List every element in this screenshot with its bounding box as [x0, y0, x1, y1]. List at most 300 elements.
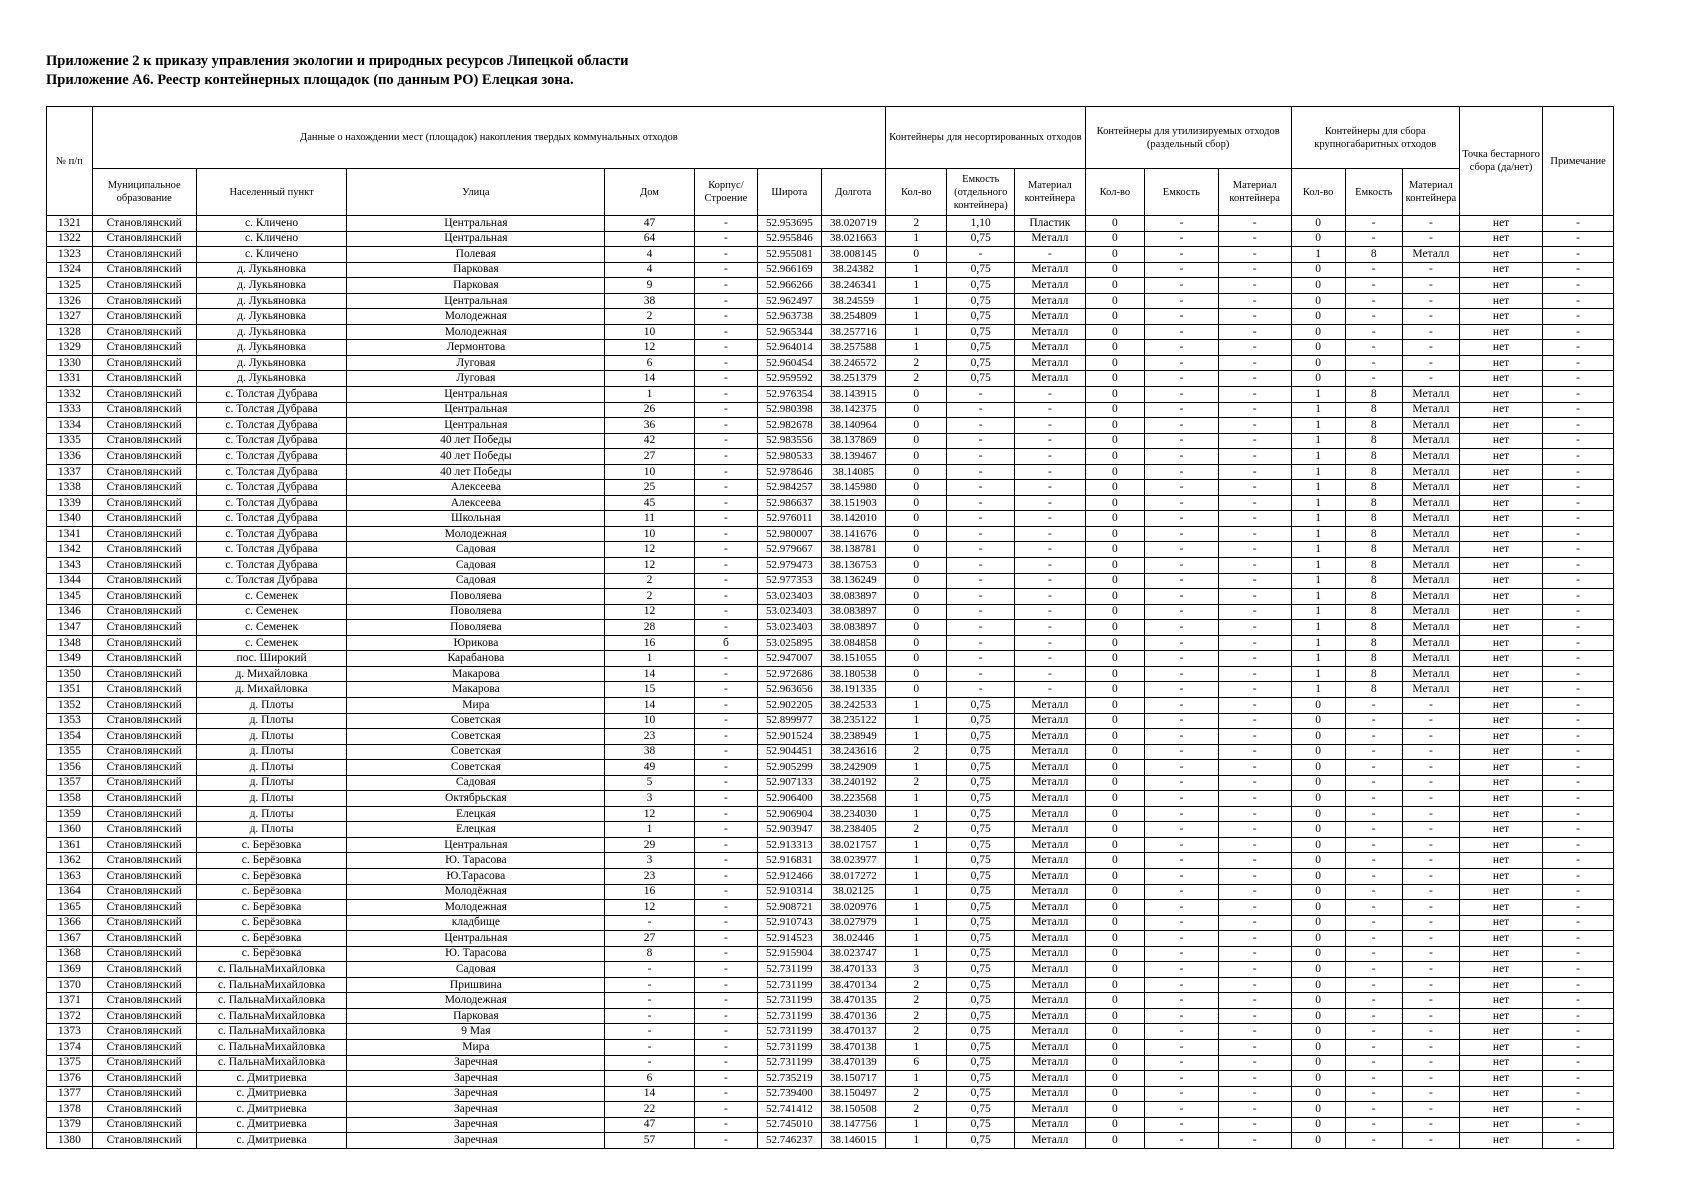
- cell-num: 1335: [47, 433, 93, 449]
- cell-lat: 52.955846: [758, 231, 821, 247]
- cell-municipality: Становлянский: [92, 729, 196, 745]
- cell-recyclable-count: 0: [1085, 837, 1144, 853]
- cell-bulky-count: 0: [1291, 262, 1345, 278]
- cell-municipality: Становлянский: [92, 589, 196, 605]
- cell-unsorted-material: Металл: [1015, 1086, 1086, 1102]
- cell-unsorted-material: -: [1015, 589, 1086, 605]
- cell-bulky-count: 1: [1291, 620, 1345, 636]
- cell-bulky-capacity: 8: [1345, 433, 1402, 449]
- cell-unsorted-material: Металл: [1015, 977, 1086, 993]
- cell-bulky-count: 0: [1291, 324, 1345, 340]
- cell-bulky-capacity: 8: [1345, 558, 1402, 574]
- cell-recyclable-capacity: -: [1144, 744, 1218, 760]
- cell-note: -: [1543, 247, 1614, 263]
- cell-street: Елецкая: [347, 822, 605, 838]
- cell-note: -: [1543, 666, 1614, 682]
- cell-building: -: [694, 511, 757, 527]
- cell-house: 15: [605, 682, 694, 698]
- cell-unsorted-material: -: [1015, 464, 1086, 480]
- cell-free-point: нет: [1459, 775, 1542, 791]
- cell-recyclable-material: -: [1218, 697, 1291, 713]
- cell-lon: 38.240192: [821, 775, 886, 791]
- cell-street: 40 лет Победы: [347, 464, 605, 480]
- cell-recyclable-count: 0: [1085, 962, 1144, 978]
- cell-num: 1372: [47, 1008, 93, 1024]
- cell-municipality: Становлянский: [92, 915, 196, 931]
- cell-recyclable-capacity: -: [1144, 620, 1218, 636]
- cell-note: -: [1543, 620, 1614, 636]
- cell-bulky-material: -: [1402, 1086, 1459, 1102]
- cell-bulky-capacity: -: [1345, 371, 1402, 387]
- cell-bulky-count: 0: [1291, 355, 1345, 371]
- cell-unsorted-count: 1: [886, 278, 947, 294]
- cell-street: Молодежная: [347, 324, 605, 340]
- cell-bulky-count: 0: [1291, 231, 1345, 247]
- cell-building: -: [694, 418, 757, 434]
- cell-recyclable-material: -: [1218, 511, 1291, 527]
- cell-recyclable-material: -: [1218, 1102, 1291, 1118]
- cell-settlement: с. Толстая Дубрава: [196, 526, 347, 542]
- cell-recyclable-material: -: [1218, 247, 1291, 263]
- cell-unsorted-count: 1: [886, 309, 947, 325]
- cell-bulky-capacity: -: [1345, 340, 1402, 356]
- cell-recyclable-material: -: [1218, 1133, 1291, 1149]
- cell-building: -: [694, 247, 757, 263]
- cell-free-point: нет: [1459, 1086, 1542, 1102]
- cell-bulky-count: 1: [1291, 682, 1345, 698]
- cell-unsorted-count: 2: [886, 1102, 947, 1118]
- cell-unsorted-material: Металл: [1015, 324, 1086, 340]
- cell-unsorted-capacity: 0,75: [947, 946, 1015, 962]
- header-recyclable-material: Материал контейнера: [1218, 169, 1291, 216]
- cell-free-point: нет: [1459, 682, 1542, 698]
- cell-lat: 52.901524: [758, 729, 821, 745]
- cell-num: 1365: [47, 900, 93, 916]
- cell-lat: 52.741412: [758, 1102, 821, 1118]
- cell-unsorted-material: Металл: [1015, 946, 1086, 962]
- cell-num: 1353: [47, 713, 93, 729]
- cell-municipality: Становлянский: [92, 293, 196, 309]
- cell-unsorted-capacity: 0,75: [947, 775, 1015, 791]
- table-row: [47, 853, 1614, 869]
- cell-bulky-capacity: -: [1345, 1117, 1402, 1133]
- cell-unsorted-count: 2: [886, 355, 947, 371]
- cell-recyclable-count: 0: [1085, 1055, 1144, 1071]
- table-row: [47, 837, 1614, 853]
- cell-free-point: нет: [1459, 697, 1542, 713]
- cell-note: -: [1543, 946, 1614, 962]
- cell-recyclable-count: 0: [1085, 791, 1144, 807]
- cell-recyclable-count: 0: [1085, 216, 1144, 232]
- cell-municipality: Становлянский: [92, 884, 196, 900]
- cell-street: Садовая: [347, 573, 605, 589]
- cell-recyclable-material: -: [1218, 946, 1291, 962]
- cell-house: 2: [605, 589, 694, 605]
- cell-recyclable-count: 0: [1085, 1117, 1144, 1133]
- cell-house: 64: [605, 231, 694, 247]
- cell-unsorted-capacity: 0,75: [947, 915, 1015, 931]
- cell-house: 2: [605, 573, 694, 589]
- cell-num: 1325: [47, 278, 93, 294]
- cell-num: 1352: [47, 697, 93, 713]
- cell-unsorted-material: Металл: [1015, 1133, 1086, 1149]
- table-row: [47, 915, 1614, 931]
- cell-settlement: д. Лукьяновка: [196, 324, 347, 340]
- cell-bulky-count: 0: [1291, 293, 1345, 309]
- cell-unsorted-material: Металл: [1015, 1039, 1086, 1055]
- cell-bulky-capacity: 8: [1345, 464, 1402, 480]
- cell-num: 1341: [47, 526, 93, 542]
- cell-municipality: Становлянский: [92, 791, 196, 807]
- cell-settlement: д. Лукьяновка: [196, 355, 347, 371]
- cell-bulky-capacity: -: [1345, 962, 1402, 978]
- cell-bulky-capacity: 8: [1345, 635, 1402, 651]
- cell-building: -: [694, 977, 757, 993]
- cell-house: 12: [605, 542, 694, 558]
- cell-bulky-material: Металл: [1402, 620, 1459, 636]
- cell-bulky-count: 0: [1291, 1086, 1345, 1102]
- cell-recyclable-capacity: -: [1144, 1133, 1218, 1149]
- cell-bulky-count: 1: [1291, 542, 1345, 558]
- cell-lon: 38.238405: [821, 822, 886, 838]
- cell-building: -: [694, 1008, 757, 1024]
- cell-municipality: Становлянский: [92, 713, 196, 729]
- cell-bulky-material: -: [1402, 900, 1459, 916]
- cell-unsorted-capacity: -: [947, 402, 1015, 418]
- cell-unsorted-capacity: -: [947, 449, 1015, 465]
- cell-unsorted-material: -: [1015, 433, 1086, 449]
- cell-settlement: д. Плоты: [196, 806, 347, 822]
- cell-unsorted-count: 2: [886, 371, 947, 387]
- cell-building: -: [694, 666, 757, 682]
- cell-municipality: Становлянский: [92, 480, 196, 496]
- cell-lat: 52.963738: [758, 309, 821, 325]
- cell-recyclable-capacity: -: [1144, 946, 1218, 962]
- cell-recyclable-capacity: -: [1144, 977, 1218, 993]
- cell-lat: 52.966169: [758, 262, 821, 278]
- cell-settlement: д. Плоты: [196, 760, 347, 776]
- cell-unsorted-capacity: 0,75: [947, 1117, 1015, 1133]
- cell-settlement: д. Плоты: [196, 791, 347, 807]
- cell-house: 12: [605, 900, 694, 916]
- cell-building: -: [694, 931, 757, 947]
- cell-municipality: Становлянский: [92, 1071, 196, 1087]
- cell-note: -: [1543, 1117, 1614, 1133]
- table-row: [47, 247, 1614, 263]
- cell-recyclable-capacity: -: [1144, 853, 1218, 869]
- cell-bulky-material: -: [1402, 262, 1459, 278]
- cell-num: 1351: [47, 682, 93, 698]
- cell-unsorted-count: 0: [886, 589, 947, 605]
- cell-street: Полевая: [347, 247, 605, 263]
- cell-free-point: нет: [1459, 340, 1542, 356]
- cell-building: -: [694, 682, 757, 698]
- cell-recyclable-material: -: [1218, 915, 1291, 931]
- cell-recyclable-capacity: -: [1144, 1071, 1218, 1087]
- cell-unsorted-capacity: 0,75: [947, 340, 1015, 356]
- header-house: Дом: [605, 169, 694, 216]
- cell-lon: 38.235122: [821, 713, 886, 729]
- cell-unsorted-material: Металл: [1015, 1024, 1086, 1040]
- table-row: [47, 464, 1614, 480]
- cell-note: -: [1543, 1102, 1614, 1118]
- cell-free-point: нет: [1459, 433, 1542, 449]
- cell-unsorted-capacity: 0,75: [947, 324, 1015, 340]
- cell-unsorted-capacity: 0,75: [947, 868, 1015, 884]
- cell-municipality: Становлянский: [92, 262, 196, 278]
- cell-bulky-capacity: 8: [1345, 480, 1402, 496]
- cell-unsorted-material: -: [1015, 526, 1086, 542]
- cell-settlement: с. Дмитриевка: [196, 1117, 347, 1133]
- cell-free-point: нет: [1459, 355, 1542, 371]
- cell-note: -: [1543, 635, 1614, 651]
- cell-bulky-capacity: -: [1345, 993, 1402, 1009]
- cell-note: -: [1543, 1086, 1614, 1102]
- cell-bulky-material: -: [1402, 837, 1459, 853]
- cell-settlement: с. Кличено: [196, 216, 347, 232]
- table-row: [47, 309, 1614, 325]
- cell-lon: 38.24559: [821, 293, 886, 309]
- table-row: [47, 402, 1614, 418]
- cell-note: -: [1543, 884, 1614, 900]
- cell-recyclable-material: -: [1218, 324, 1291, 340]
- cell-bulky-material: Металл: [1402, 604, 1459, 620]
- cell-recyclable-count: 0: [1085, 744, 1144, 760]
- cell-lon: 38.023977: [821, 853, 886, 869]
- cell-house: -: [605, 962, 694, 978]
- cell-municipality: Становлянский: [92, 355, 196, 371]
- cell-unsorted-material: Металл: [1015, 293, 1086, 309]
- cell-bulky-material: Металл: [1402, 573, 1459, 589]
- cell-lat: 52.984257: [758, 480, 821, 496]
- cell-bulky-count: 0: [1291, 760, 1345, 776]
- cell-free-point: нет: [1459, 946, 1542, 962]
- cell-settlement: д. Михайловка: [196, 682, 347, 698]
- cell-municipality: Становлянский: [92, 231, 196, 247]
- cell-unsorted-capacity: 0,75: [947, 231, 1015, 247]
- cell-building: -: [694, 760, 757, 776]
- cell-unsorted-count: 1: [886, 791, 947, 807]
- cell-recyclable-count: 0: [1085, 464, 1144, 480]
- cell-bulky-count: 1: [1291, 480, 1345, 496]
- header-lon: Долгота: [821, 169, 886, 216]
- cell-municipality: Становлянский: [92, 1102, 196, 1118]
- cell-recyclable-material: -: [1218, 495, 1291, 511]
- cell-unsorted-count: 0: [886, 604, 947, 620]
- cell-house: 23: [605, 868, 694, 884]
- cell-bulky-material: -: [1402, 853, 1459, 869]
- cell-municipality: Становлянский: [92, 666, 196, 682]
- cell-building: -: [694, 697, 757, 713]
- cell-unsorted-capacity: -: [947, 620, 1015, 636]
- cell-recyclable-material: -: [1218, 868, 1291, 884]
- cell-building: -: [694, 340, 757, 356]
- cell-recyclable-capacity: -: [1144, 604, 1218, 620]
- header-location-group: Данные о нахождении мест (площадок) накопления твердых коммунальных отходов: [92, 107, 885, 169]
- cell-recyclable-capacity: -: [1144, 697, 1218, 713]
- cell-bulky-count: 1: [1291, 604, 1345, 620]
- cell-house: -: [605, 993, 694, 1009]
- cell-recyclable-count: 0: [1085, 900, 1144, 916]
- cell-street: Пришвина: [347, 977, 605, 993]
- cell-note: -: [1543, 1024, 1614, 1040]
- cell-unsorted-capacity: 0,75: [947, 729, 1015, 745]
- table-row: [47, 511, 1614, 527]
- cell-municipality: Становлянский: [92, 1133, 196, 1149]
- cell-note: -: [1543, 1039, 1614, 1055]
- cell-lon: 38.257716: [821, 324, 886, 340]
- cell-municipality: Становлянский: [92, 900, 196, 916]
- cell-recyclable-count: 0: [1085, 293, 1144, 309]
- cell-settlement: с. Семенек: [196, 620, 347, 636]
- header-bulky-group: Контейнеры для сбора крупногабаритных отходов: [1291, 107, 1459, 169]
- cell-lon: 38.139467: [821, 449, 886, 465]
- cell-house: 8: [605, 946, 694, 962]
- cell-recyclable-capacity: -: [1144, 1039, 1218, 1055]
- cell-recyclable-count: 0: [1085, 433, 1144, 449]
- cell-street: Молодежная: [347, 309, 605, 325]
- cell-recyclable-material: -: [1218, 900, 1291, 916]
- cell-recyclable-count: 0: [1085, 480, 1144, 496]
- cell-free-point: нет: [1459, 884, 1542, 900]
- table-body: [47, 216, 1614, 1149]
- cell-recyclable-capacity: -: [1144, 433, 1218, 449]
- cell-settlement: д. Плоты: [196, 775, 347, 791]
- cell-unsorted-capacity: -: [947, 589, 1015, 605]
- cell-bulky-count: 1: [1291, 589, 1345, 605]
- cell-free-point: нет: [1459, 449, 1542, 465]
- cell-recyclable-count: 0: [1085, 760, 1144, 776]
- cell-free-point: нет: [1459, 495, 1542, 511]
- cell-bulky-material: -: [1402, 1039, 1459, 1055]
- cell-settlement: с. Толстая Дубрава: [196, 449, 347, 465]
- cell-lon: 38.243616: [821, 744, 886, 760]
- cell-recyclable-material: -: [1218, 620, 1291, 636]
- cell-note: -: [1543, 900, 1614, 916]
- cell-bulky-material: -: [1402, 977, 1459, 993]
- cell-recyclable-capacity: -: [1144, 278, 1218, 294]
- cell-lat: 52.731199: [758, 977, 821, 993]
- cell-street: Школьная: [347, 511, 605, 527]
- cell-bulky-count: 0: [1291, 697, 1345, 713]
- cell-unsorted-material: Металл: [1015, 837, 1086, 853]
- cell-street: Заречная: [347, 1055, 605, 1071]
- cell-municipality: Становлянский: [92, 931, 196, 947]
- cell-street: Молодежная: [347, 526, 605, 542]
- cell-unsorted-material: Металл: [1015, 231, 1086, 247]
- cell-unsorted-material: Металл: [1015, 1071, 1086, 1087]
- cell-recyclable-capacity: -: [1144, 962, 1218, 978]
- cell-building: -: [694, 324, 757, 340]
- table-row: [47, 324, 1614, 340]
- cell-note: -: [1543, 293, 1614, 309]
- cell-building: -: [694, 1055, 757, 1071]
- cell-unsorted-capacity: 0,75: [947, 262, 1015, 278]
- cell-recyclable-material: -: [1218, 837, 1291, 853]
- cell-bulky-material: -: [1402, 791, 1459, 807]
- cell-street: Парковая: [347, 1008, 605, 1024]
- cell-lat: 52.964014: [758, 340, 821, 356]
- cell-num: 1327: [47, 309, 93, 325]
- cell-bulky-material: -: [1402, 1071, 1459, 1087]
- cell-unsorted-count: 1: [886, 324, 947, 340]
- cell-unsorted-count: 0: [886, 495, 947, 511]
- cell-municipality: Становлянский: [92, 977, 196, 993]
- cell-bulky-material: -: [1402, 713, 1459, 729]
- table-row: [47, 449, 1614, 465]
- cell-num: 1340: [47, 511, 93, 527]
- cell-lat: 52.972686: [758, 666, 821, 682]
- cell-free-point: нет: [1459, 324, 1542, 340]
- cell-note: -: [1543, 744, 1614, 760]
- cell-lat: 52.983556: [758, 433, 821, 449]
- cell-recyclable-material: -: [1218, 635, 1291, 651]
- cell-lon: 38.254809: [821, 309, 886, 325]
- cell-num: 1322: [47, 231, 93, 247]
- cell-recyclable-material: -: [1218, 993, 1291, 1009]
- cell-bulky-capacity: -: [1345, 713, 1402, 729]
- cell-unsorted-capacity: 0,75: [947, 1086, 1015, 1102]
- cell-building: -: [694, 993, 757, 1009]
- cell-recyclable-capacity: -: [1144, 760, 1218, 776]
- cell-bulky-capacity: -: [1345, 884, 1402, 900]
- cell-lon: 38.246341: [821, 278, 886, 294]
- table-row: [47, 278, 1614, 294]
- cell-street: Макарова: [347, 682, 605, 698]
- cell-lon: 38.027979: [821, 915, 886, 931]
- cell-street: Советская: [347, 729, 605, 745]
- table-row: [47, 433, 1614, 449]
- cell-unsorted-material: Металл: [1015, 355, 1086, 371]
- cell-num: 1363: [47, 868, 93, 884]
- cell-lon: 38.223568: [821, 791, 886, 807]
- cell-unsorted-material: Металл: [1015, 900, 1086, 916]
- cell-unsorted-material: Металл: [1015, 1102, 1086, 1118]
- cell-house: -: [605, 915, 694, 931]
- cell-house: 3: [605, 791, 694, 807]
- cell-building: -: [694, 775, 757, 791]
- cell-bulky-capacity: 8: [1345, 682, 1402, 698]
- cell-street: Луговая: [347, 355, 605, 371]
- cell-lon: 38.083897: [821, 589, 886, 605]
- cell-lat: 52.731199: [758, 1024, 821, 1040]
- cell-recyclable-count: 0: [1085, 1024, 1144, 1040]
- cell-house: 14: [605, 697, 694, 713]
- cell-unsorted-count: 0: [886, 682, 947, 698]
- cell-building: -: [694, 837, 757, 853]
- cell-building: -: [694, 262, 757, 278]
- cell-free-point: нет: [1459, 371, 1542, 387]
- cell-unsorted-material: Металл: [1015, 697, 1086, 713]
- cell-lat: 52.953695: [758, 216, 821, 232]
- cell-note: -: [1543, 589, 1614, 605]
- cell-unsorted-count: 1: [886, 697, 947, 713]
- cell-unsorted-material: -: [1015, 495, 1086, 511]
- cell-unsorted-material: -: [1015, 418, 1086, 434]
- cell-unsorted-material: -: [1015, 666, 1086, 682]
- cell-recyclable-capacity: -: [1144, 293, 1218, 309]
- cell-num: 1368: [47, 946, 93, 962]
- cell-num: 1376: [47, 1071, 93, 1087]
- cell-free-point: нет: [1459, 977, 1542, 993]
- cell-note: -: [1543, 713, 1614, 729]
- cell-recyclable-count: 0: [1085, 977, 1144, 993]
- cell-note: -: [1543, 853, 1614, 869]
- cell-unsorted-capacity: 0,75: [947, 1024, 1015, 1040]
- cell-recyclable-material: -: [1218, 526, 1291, 542]
- table-row: [47, 977, 1614, 993]
- cell-bulky-material: -: [1402, 993, 1459, 1009]
